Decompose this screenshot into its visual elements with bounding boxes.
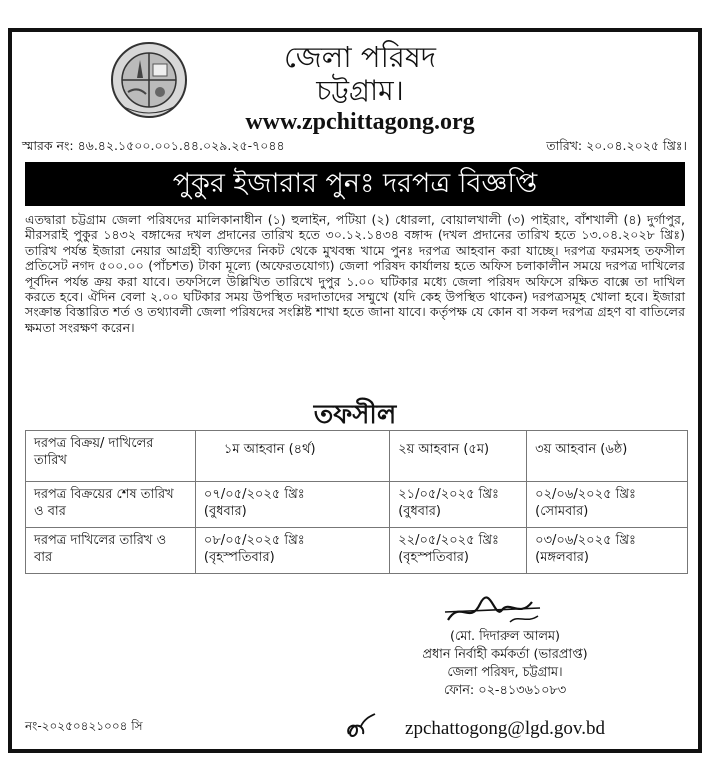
notice-title: পুকুর ইজারার পুনঃ দরপত্র বিজ্ঞপ্তি xyxy=(25,162,685,206)
table-cell xyxy=(527,528,688,574)
table-row xyxy=(26,528,688,574)
zila-parishad-seal-icon xyxy=(110,40,188,122)
table-cell xyxy=(390,482,527,528)
cell-date: ২২/০৫/২০২৫ খ্রিঃ xyxy=(398,533,499,548)
cell-day: (মঙ্গলবার) xyxy=(535,550,589,565)
district-name: চট্টগ্রাম। xyxy=(316,74,404,107)
row-label: দরপত্র দাখিলের তারিখ ও বার xyxy=(26,528,196,574)
table-cell xyxy=(195,528,389,574)
signatory-phone: ফোন: ০২-৪১৩৬১০৮৩ xyxy=(443,683,567,698)
table-cell xyxy=(195,482,389,528)
header-cell-date-type: দরপত্র বিক্রয়/ দাখিলের তারিখ xyxy=(26,431,196,482)
notice-body: এতদ্বারা চট্টগ্রাম জেলা পরিষদের মালিকানাধীন (১) হুলাইন, পটিয়া (২) ধোরলা, বোয়ালখালী (৩) পাইরাং, বাঁশখালী (৪) দুর্গাপুর, মীরসরাই পুকুর ১৪৩২ বঙ্গাব্দের দখল প্রদানের তারিখ হতে ৩০.১২.১৪৩৪ বঙ্গাব্দ (দখল প্রদানের তারিখ হতে ১৩.০৪.২০২৮ খ্রিঃ) তারিখ পর্যন্ত ইজারা নেয়ার আগ্রহী ব্যক্তিদের নিকট থেকে মুখবন্ধ খামে পুনঃ দরপত্র আহবান করা যাচ্ছে। দরপত্র ফরমসহ তফসীল প্রতিসেট নগদ ৫০০.০০ (পাঁচশত) টাকা মূল্যে (অফেরতযোগ্য) জেলা পরিষদ কার্যালয় হতে অফিস চলাকালীন সময়ে দরপত্র দাখিলের পূর্বদিন পর্যন্ত ক্রয় করা যাবে। তফসিলে উল্লিখিত তারিখে দুপুর ১.০০ ঘটিকার মধ্যে জেলা পরিষদ অফিসে রক্ষিত বাক্সে তা দাখিল করতে হবে। ঐদিন বেলা ২.০০ ঘটিকার সময় উপস্থিত দরদাতাদের সম্মুখে (যদি কেহ উপস্থিত থাকেন) দরপত্রসমূহ খোলা হবে। ইজারা সংক্রান্ত বিস্তারিত শর্ত ও তথ্যাবলী জেলা পরিষদের সংশ্লিষ্ট শাখা হতে জানা যাবে। কর্তৃপক্ষ যে কোন বা সকল দরপত্র গ্রহণ বা বাতিলের ক্ষমতা সংরক্ষণ করেন। xyxy=(25,212,685,335)
website-link[interactable]: www.zpchittagong.org xyxy=(245,109,475,135)
cell-date: ০৩/০৬/২০২৫ খ্রিঃ xyxy=(535,533,636,548)
signatory-name: (মো. দিদারুল আলম) xyxy=(450,629,560,644)
cell-date: ০৭/০৫/২০২৫ খ্রিঃ xyxy=(203,487,305,502)
schedule-table xyxy=(25,430,688,574)
signatory-designation: প্রধান নির্বাহী কর্মকর্তা (ভারপ্রাপ্ত) xyxy=(422,647,588,662)
row-label: দরপত্র বিক্রয়ের শেষ তারিখ ও বার xyxy=(26,482,196,528)
header-cell-call-3: ৩য় আহবান (৬ষ্ঠ) xyxy=(527,431,688,482)
cell-day: (বৃহস্পতিবার) xyxy=(203,550,275,565)
table-row xyxy=(26,482,688,528)
signatory-office: জেলা পরিষদ, চট্টগ্রাম। xyxy=(447,665,563,680)
cell-day: (সোমবার) xyxy=(535,504,589,519)
table-cell xyxy=(390,528,527,574)
cell-day: (বৃহস্পতিবার) xyxy=(398,550,469,565)
header-cell-call-2: ২য় আহবান (৫ম) xyxy=(390,431,527,482)
org-name: জেলা পরিষদ xyxy=(283,40,437,74)
schedule-title: তফসীল xyxy=(313,400,397,430)
issue-date: তারিখ: ২০.০৪.২০২৫ খ্রিঃ। xyxy=(546,138,687,153)
header-cell-call-1: ১ম আহবান (৪র্থ) xyxy=(195,431,389,482)
cell-date: ০২/০৬/২০২৫ খ্রিঃ xyxy=(535,487,636,502)
cell-day: (বুধবার) xyxy=(398,504,442,519)
reference-number: নং-২০২৫০৪২১০০৪ সি xyxy=(25,719,143,733)
cell-date: ০৮/০৫/২০২৫ খ্রিঃ xyxy=(203,533,305,548)
handwritten-signature-icon xyxy=(440,590,550,630)
contact-email[interactable]: zpchattogong@lgd.gov.bd xyxy=(405,718,605,739)
table-cell xyxy=(527,482,688,528)
table-header-row xyxy=(26,431,688,482)
signatory-block xyxy=(360,628,650,700)
cell-date: ২১/০৫/২০২৫ খ্রিঃ xyxy=(398,487,499,502)
handwritten-initial-icon xyxy=(343,712,377,742)
cell-day: (বুধবার) xyxy=(203,504,247,519)
memo-number: স্মারক নং: ৪৬.৪২.১৫০০.০০১.৪৪.০২৯.২৫-৭০৪৪ xyxy=(22,138,285,153)
